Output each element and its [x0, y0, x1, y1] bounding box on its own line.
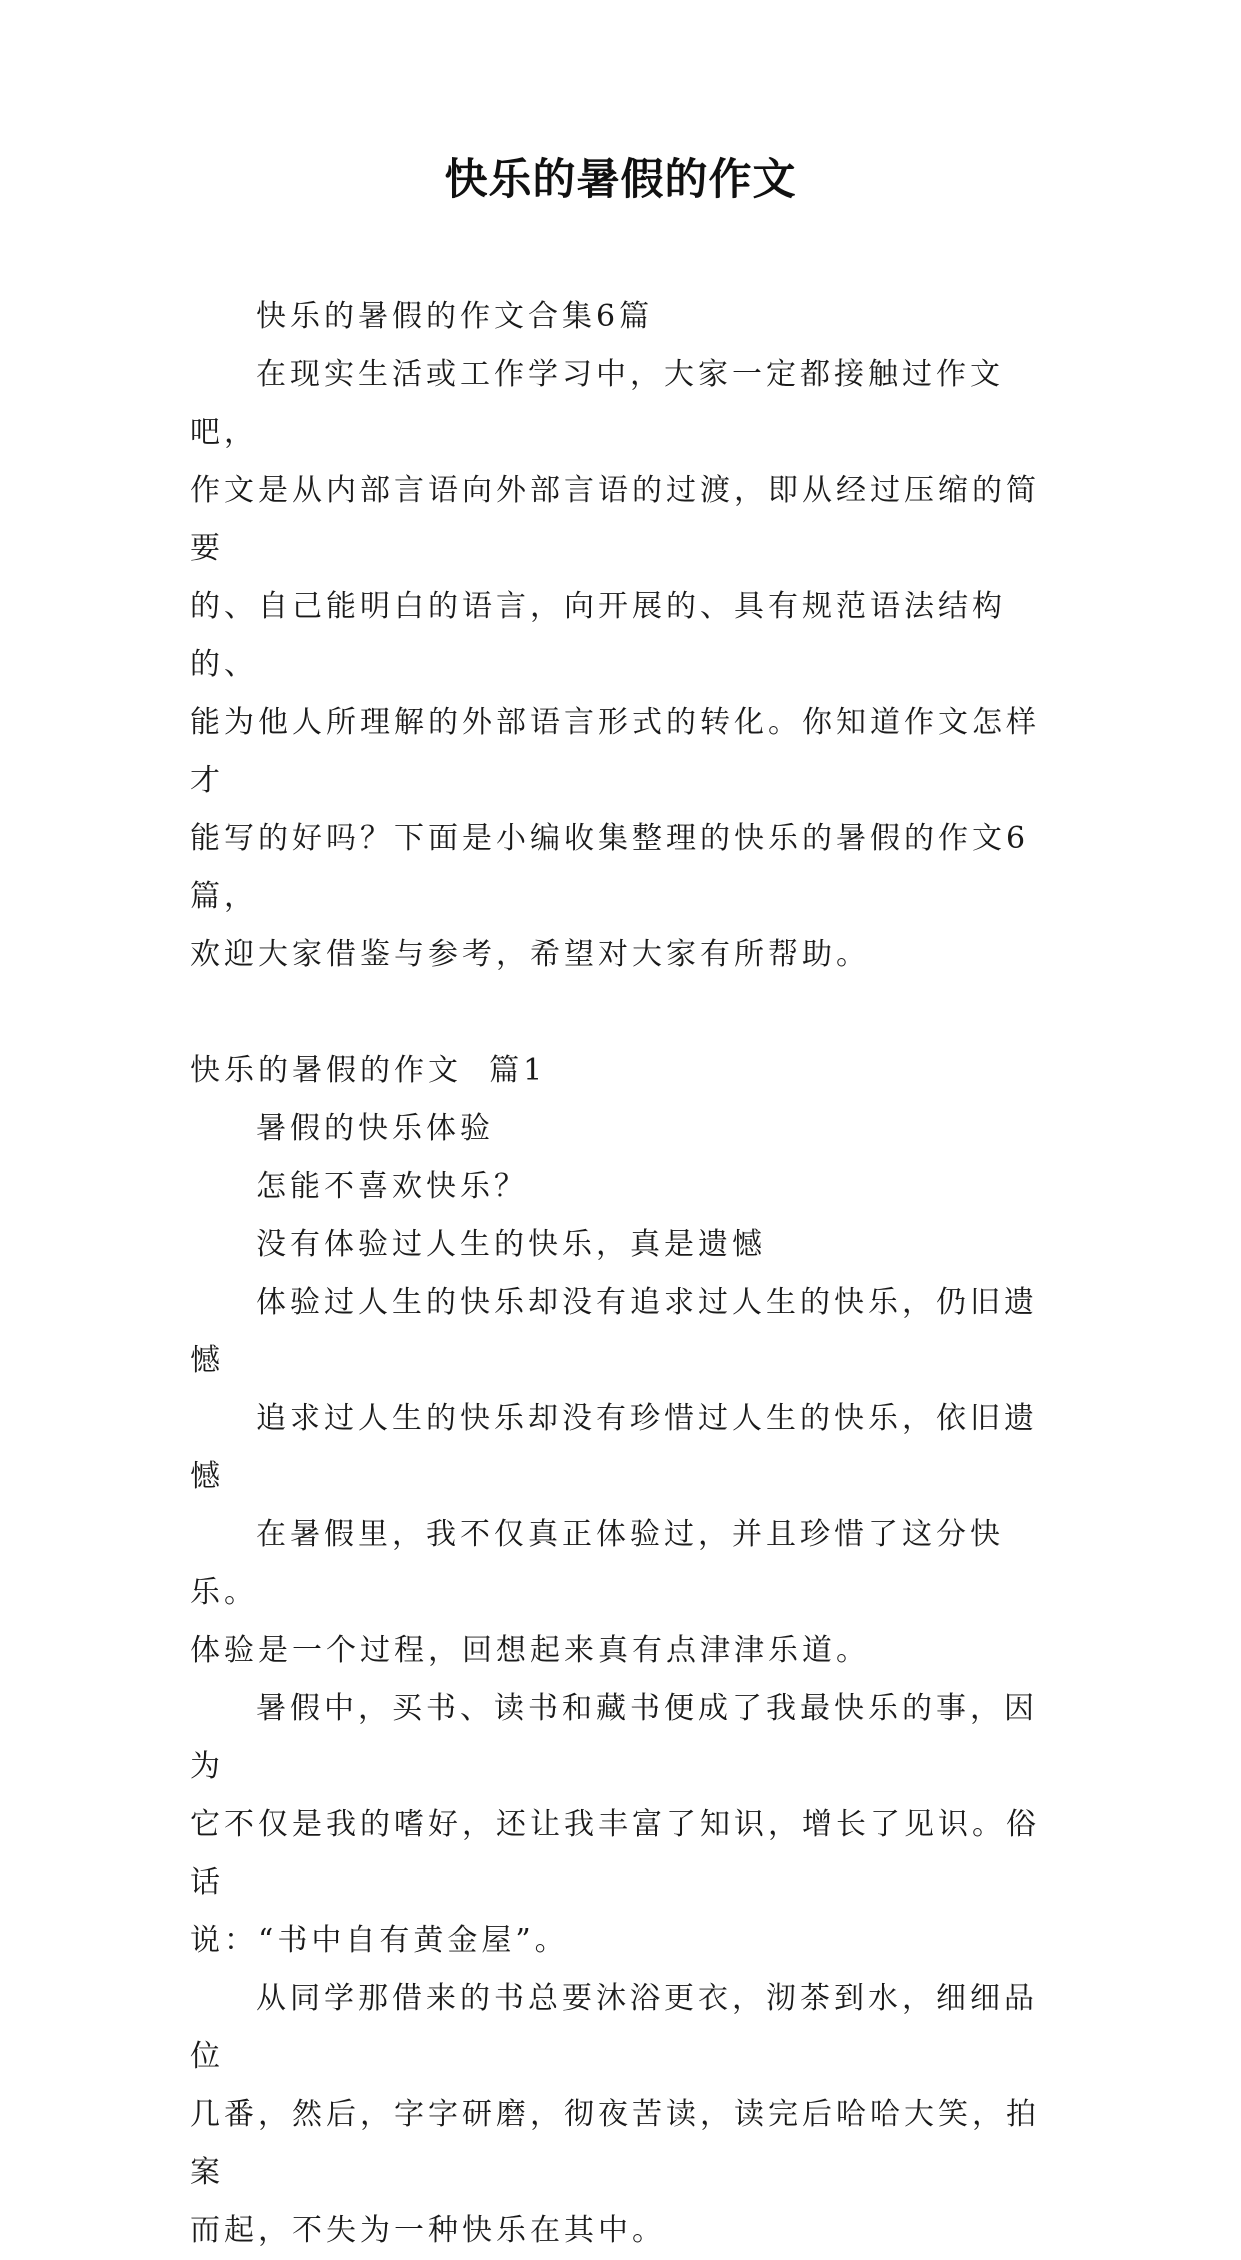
paragraph-line: 说：“书中自有黄金屋”。 — [190, 1923, 569, 1958]
paragraph-line: 而起，不失为一种快乐在其中。 — [190, 2213, 666, 2248]
document-body — [190, 288, 1060, 2260]
poem-line: 暑假的快乐体验 — [256, 1111, 494, 1146]
intro-line: 作文是从内部言语向外部言语的过渡，即从经过压缩的简要 — [190, 473, 1040, 566]
intro-line: 欢迎大家借鉴与参考，希望对大家有所帮助。 — [190, 937, 870, 972]
section-heading: 快乐的暑假的作文 篇1 — [190, 1053, 547, 1088]
intro-line: 能为他人所理解的外部语言形式的转化。你知道作文怎样才 — [190, 705, 1040, 798]
intro-line: 的、自己能明白的语言，向开展的、具有规范语法结构的、 — [190, 589, 1006, 682]
poem-line: 体验过人生的快乐却没有追求过人生的快乐，仍旧遗憾 — [190, 1285, 1038, 1378]
paragraph-line: 它不仅是我的嗜好，还让我丰富了知识，增长了见识。俗话 — [190, 1807, 1040, 1900]
paragraph-line: 几番，然后，字字研磨，彻夜苦读，读完后哈哈大笑，拍案 — [190, 2097, 1040, 2190]
poem-line: 怎能不喜欢快乐？ — [256, 1169, 528, 1204]
collection-subtitle: 快乐的暑假的作文合集6篇 — [256, 299, 654, 334]
paragraph-line: 暑假中，买书、读书和藏书便成了我最快乐的事，因为 — [190, 1691, 1038, 1784]
intro-line: 能写的好吗？下面是小编收集整理的快乐的暑假的作文6篇， — [190, 821, 1030, 914]
paragraph-line: 从同学那借来的书总要沐浴更衣，沏茶到水，细细品位 — [190, 1981, 1038, 2074]
intro-line: 在现实生活或工作学习中，大家一定都接触过作文吧， — [190, 357, 1004, 450]
paragraph-spacer — [190, 984, 1060, 1042]
document-title: 快乐的暑假的作文 — [444, 155, 797, 205]
poem-line: 追求过人生的快乐却没有珍惜过人生的快乐，依旧遗憾 — [190, 1401, 1038, 1494]
poem-line: 没有体验过人生的快乐，真是遗憾 — [256, 1227, 766, 1262]
paragraph-line: 体验是一个过程，回想起来真有点津津乐道。 — [190, 1633, 870, 1668]
paragraph-line: 在暑假里，我不仅真正体验过，并且珍惜了这分快乐。 — [190, 1517, 1004, 1610]
